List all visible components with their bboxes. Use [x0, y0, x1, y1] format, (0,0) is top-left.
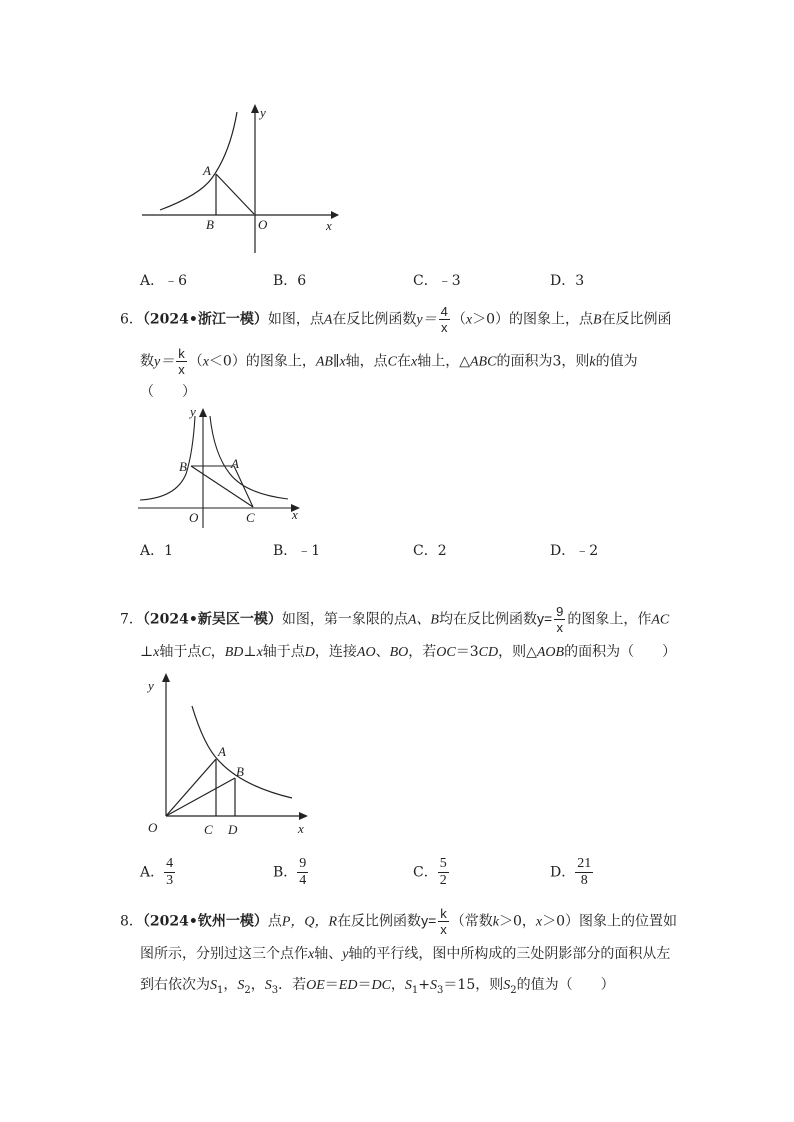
q7-text: ，若 — [408, 644, 437, 660]
q6-var: x — [339, 354, 346, 370]
frac-den: 4 — [299, 873, 307, 888]
q6-option-d: D．﹣2 — [550, 543, 599, 559]
label-x: x — [292, 507, 298, 522]
option-fraction — [438, 856, 449, 889]
q8-sub: 1 — [411, 984, 419, 996]
q7-var: A、B — [407, 612, 439, 628]
option-letter: D． — [550, 864, 576, 881]
q7-text: 、 — [375, 644, 390, 660]
q7-text: ⊥ — [140, 644, 154, 660]
q6-answer-paren: （ ） — [140, 384, 196, 400]
label-O: O — [189, 510, 199, 525]
q7-var: OC — [436, 645, 456, 660]
q7-option-b — [273, 856, 308, 889]
q8-sub: 2 — [510, 984, 517, 996]
q7-number: 7． — [120, 611, 143, 628]
hyperbola-left-branch — [140, 416, 195, 500]
q8-number: 8． — [120, 913, 143, 930]
q8-source: （2024•钦州一模） — [142, 913, 268, 930]
q7-var: x — [153, 645, 160, 660]
frac-den: x — [178, 362, 185, 377]
q8-sub: 1 — [217, 984, 224, 996]
q8-text: ．若 — [278, 977, 307, 993]
q8-text: 图所示，分别过这三个点作 — [140, 946, 308, 962]
q7-option-a — [140, 856, 175, 889]
q8-text: ＞0）图象上的位置如 — [542, 913, 678, 930]
q8-text: 轴、 — [314, 946, 343, 962]
q6-text: 如图，点 — [267, 311, 324, 328]
option-fraction — [297, 856, 308, 889]
q6-text: 的面积为3，则 — [496, 353, 590, 370]
q8-var: x — [535, 914, 543, 930]
segment-BO — [166, 778, 235, 816]
q8-text: （常数 — [450, 913, 493, 930]
q7-text: ， — [210, 644, 225, 660]
q8-text: ＝ — [324, 977, 339, 993]
q6-text: ＞0）的图象上，点 — [472, 311, 593, 328]
segment-AO — [166, 759, 216, 816]
label-x: x — [298, 821, 304, 836]
label-A: A — [203, 163, 211, 178]
q8-var: y= — [421, 912, 437, 929]
q5-option-c: C．﹣3 — [413, 273, 461, 289]
q6-text: 轴上，△ — [417, 353, 470, 370]
q6-var: B — [593, 312, 602, 328]
q8-text: ＞0， — [498, 913, 536, 930]
q7-var: AC — [651, 612, 670, 628]
q7-var: AO — [356, 645, 376, 660]
frac-den: x — [440, 922, 447, 937]
frac-num: 21 — [577, 856, 592, 871]
label-C: C — [204, 822, 213, 837]
frac-den: 2 — [439, 873, 447, 888]
q6-var: k — [589, 354, 596, 370]
q6-var: ABC — [470, 354, 497, 370]
frac-den: x — [556, 620, 563, 635]
q8-text: ＝15，则 — [443, 977, 504, 993]
q8-text: 在反比例函数 — [337, 913, 422, 930]
label-x: x — [326, 218, 332, 233]
q6-var: A — [323, 312, 333, 328]
q6-var: AB — [315, 354, 333, 370]
q8-var: k — [492, 914, 499, 930]
frac-num: k — [440, 906, 447, 921]
q6-option-c: C．2 — [413, 543, 447, 559]
q6-var: x — [202, 354, 209, 370]
q7-text: 的图象上，作 — [567, 611, 652, 628]
q6-option-b: B．﹣1 — [273, 543, 321, 559]
q7-line2 — [140, 642, 676, 663]
label-B: B — [236, 764, 244, 779]
x-axis-arrow — [331, 211, 339, 219]
q5-option-b: B．6 — [273, 273, 307, 289]
q7-var: BO — [389, 645, 409, 660]
q7-source: （2024•新吴区一模） — [142, 611, 282, 628]
q6-text: （ — [451, 311, 466, 328]
y-axis-arrow — [162, 673, 170, 682]
label-A: A — [231, 456, 239, 471]
q6-number: 6． — [120, 311, 143, 328]
q8-var: ED — [338, 978, 358, 993]
q7-var: BD — [224, 645, 244, 660]
q6-fraction-k-over-x — [176, 346, 187, 377]
x-axis-arrow — [299, 812, 308, 820]
q8-line3 — [140, 975, 615, 1001]
q8-var: S — [430, 978, 438, 993]
q6-var: y＝ — [154, 354, 175, 370]
q6-text: ∥ — [332, 353, 340, 370]
q6-option-a: A．1 — [140, 543, 174, 559]
q8-var: S — [404, 978, 412, 993]
q7-option-d — [550, 856, 593, 889]
q8-text: 轴的平行线，图中所构成的三处阴影部分的面积从左 — [348, 946, 671, 962]
q6-line1 — [120, 304, 672, 335]
frac-num: 4 — [166, 856, 174, 871]
q8-var: DC — [371, 978, 391, 993]
q6-fraction-4-over-x — [439, 304, 450, 335]
q7-text: 轴于点 — [262, 644, 305, 660]
q8-var: S — [264, 978, 272, 993]
q8-sub: 3 — [437, 984, 444, 996]
option-letter: A． — [140, 864, 165, 881]
figure-q6 — [136, 404, 308, 530]
q5-option-d: D．3 — [550, 273, 585, 289]
q8-var: y — [342, 947, 349, 962]
segment-AO — [216, 174, 254, 214]
q7-text: ＝3 — [455, 644, 479, 660]
frac-num: 9 — [299, 856, 307, 871]
q7-text: ，连接 — [314, 644, 357, 660]
q8-line2 — [140, 944, 670, 965]
q5-option-a: A．﹣6 — [140, 273, 188, 289]
option-letter: B． — [273, 864, 298, 881]
q8-text: 到右依次为 — [140, 977, 210, 993]
y-axis-arrow — [199, 408, 207, 417]
option-fraction — [164, 856, 175, 889]
label-D: D — [228, 822, 238, 837]
frac-num: 4 — [440, 304, 448, 319]
label-A: A — [218, 744, 226, 759]
q7-var: y= — [536, 610, 553, 627]
q6-text: 在 — [397, 353, 411, 370]
label-O: O — [258, 217, 268, 232]
q6-text: 的值为 — [595, 353, 638, 370]
q8-var: OE — [306, 978, 325, 993]
q7-var: C — [201, 645, 211, 660]
q6-text: 轴，点 — [345, 353, 388, 370]
figure-q5 — [140, 98, 350, 258]
figure-q7 — [142, 668, 314, 840]
q8-text: ＝ — [357, 977, 372, 993]
q7-var: AOB — [536, 645, 565, 660]
q7-line1 — [120, 604, 669, 635]
q8-text: ， — [250, 977, 265, 993]
frac-den: x — [440, 320, 448, 335]
q6-line2 — [140, 346, 638, 377]
q7-option-c — [413, 856, 449, 889]
q6-var: x — [411, 354, 418, 370]
q6-text: 在反比例函数 — [332, 311, 417, 328]
q6-var: y＝ — [416, 312, 437, 328]
q8-var: P，Q，R — [281, 914, 338, 930]
q8-var: x — [308, 947, 315, 962]
label-B: B — [206, 217, 214, 232]
frac-num: k — [178, 346, 185, 361]
hyperbola-curve — [160, 112, 237, 210]
q7-text: 轴于点 — [159, 644, 202, 660]
q6-var: C — [387, 354, 397, 370]
frac-num: 9 — [556, 604, 564, 619]
q7-text: 均在反比例函数 — [438, 611, 537, 628]
q6-text: 在反比例函 — [601, 311, 672, 328]
hyperbola-curve — [192, 706, 292, 798]
q8-fraction-k-over-x — [438, 906, 449, 937]
q7-text: 的面积为（ ） — [564, 644, 677, 660]
option-letter: C． — [413, 864, 438, 881]
label-C: C — [246, 510, 255, 525]
q6-source: （2024•浙江一模） — [142, 311, 268, 328]
q6-text: ＜0）的图象上， — [208, 353, 316, 370]
q7-var: CD — [478, 645, 499, 660]
frac-den: 8 — [580, 873, 588, 888]
q6-text: 数 — [140, 353, 154, 370]
frac-den: 3 — [166, 873, 174, 888]
q8-text: 的值为（ ） — [516, 977, 615, 993]
q8-var: S — [237, 978, 245, 993]
q7-var: D — [304, 645, 315, 660]
q7-fraction-9-over-x — [554, 604, 565, 635]
label-y: y — [190, 404, 196, 419]
q8-var: S — [503, 978, 511, 993]
q8-text: ， — [390, 977, 405, 993]
option-fraction — [575, 856, 593, 889]
q8-line1 — [120, 906, 677, 937]
q8-text: + — [418, 977, 431, 993]
q7-text: ⊥ — [243, 644, 257, 660]
label-O: O — [148, 820, 158, 835]
label-B: B — [179, 459, 187, 474]
frac-num: 5 — [439, 856, 447, 871]
label-y: y — [260, 105, 266, 120]
y-axis-arrow — [251, 104, 259, 113]
label-y: y — [148, 678, 154, 693]
q7-text: ，则△ — [498, 644, 537, 660]
q6-var: x — [465, 312, 473, 328]
q6-text: （ — [188, 353, 203, 370]
q8-text: 点 — [267, 913, 282, 930]
q8-text: ， — [223, 977, 238, 993]
q8-var: S — [210, 978, 217, 993]
q8-sub: 2 — [244, 984, 251, 996]
q8-sub: 3 — [271, 984, 279, 996]
q7-var: x — [256, 645, 263, 660]
q7-text: 如图，第一象限的点 — [281, 611, 408, 628]
